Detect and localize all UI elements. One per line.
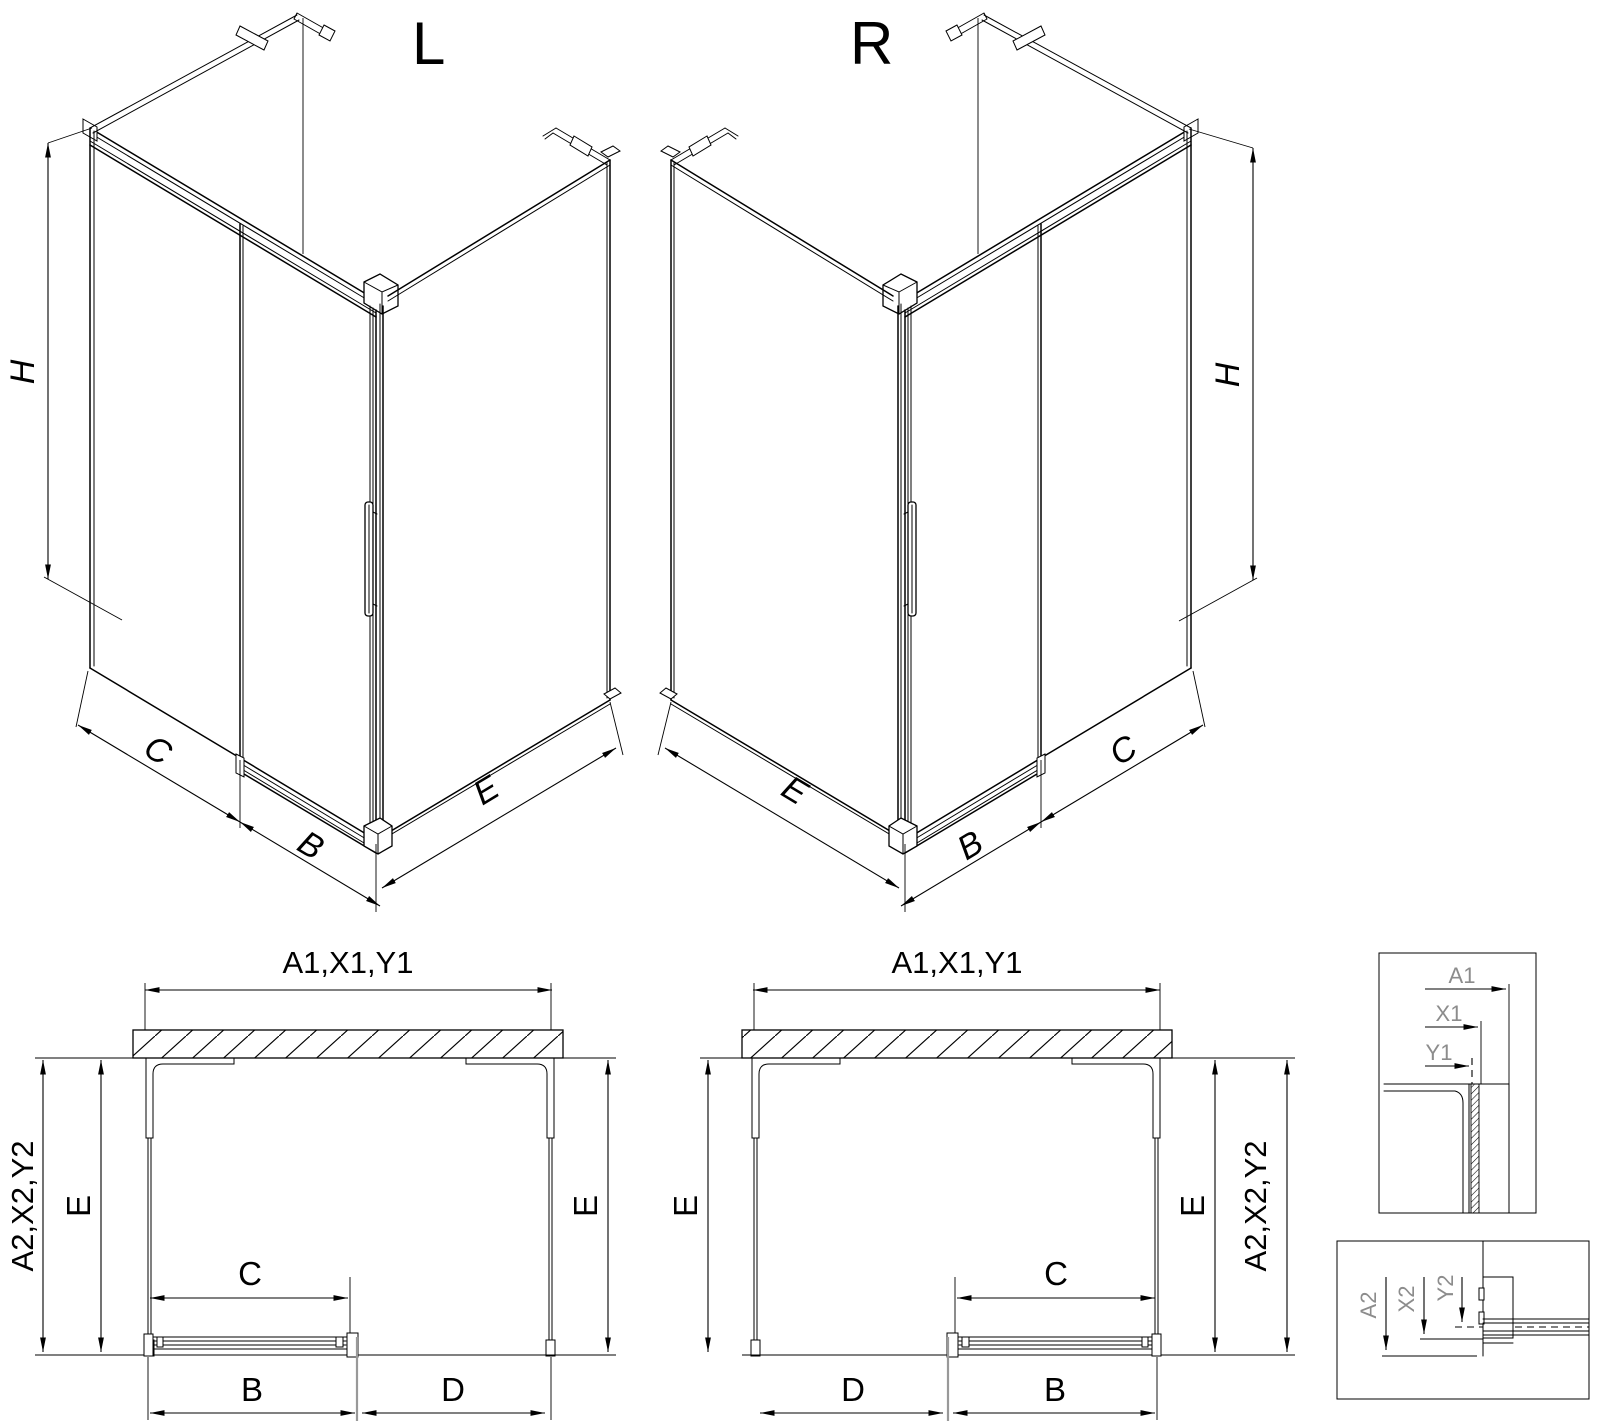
detail-box-top <box>1379 953 1536 1213</box>
glass-panel-edges <box>90 128 620 841</box>
sliding-door-assembly <box>947 1333 1161 1357</box>
dim-label-depth-total: A2,X2,Y2 <box>5 1140 40 1272</box>
dim-label-c: C <box>238 1255 262 1292</box>
return-panel-top-edge <box>671 160 893 301</box>
iso-left-dimensions <box>4 128 623 912</box>
dim-label-b: B <box>291 823 331 868</box>
wall-support-arm-left <box>671 128 738 165</box>
dim-label-d: D <box>441 1371 465 1408</box>
dim-label-h: H <box>1209 362 1247 388</box>
detail-label-y1: Y1 <box>1425 1040 1453 1065</box>
detail-label-y2: Y2 <box>1433 1274 1458 1302</box>
dim-label-d: D <box>841 1371 865 1408</box>
dim-label-b: B <box>1043 1371 1067 1408</box>
corner-top-connector <box>883 274 917 314</box>
dim-label-e: E <box>466 768 506 813</box>
plan-view-right <box>667 945 1295 1421</box>
dim-label-width: A1,X1,Y1 <box>282 945 414 980</box>
dim-label-width: A1,X1,Y1 <box>891 945 1023 980</box>
sliding-door-assembly <box>144 1333 358 1357</box>
wall-section-hatched <box>133 1030 563 1058</box>
right-bracket-and-glass <box>1072 1058 1161 1356</box>
dim-label-c: C <box>137 727 178 774</box>
door-handle <box>365 502 377 616</box>
dim-label-e-right: E <box>567 1194 604 1218</box>
iso-view-right <box>658 13 1257 912</box>
top-rail-right-wall <box>905 119 1198 317</box>
dim-label-h: H <box>4 359 42 385</box>
dim-label-e: E <box>775 768 815 813</box>
door-handle <box>904 502 916 616</box>
left-bracket-and-glass <box>145 1058 234 1356</box>
return-panel-top-edge <box>388 160 610 301</box>
detail-label-x1: X1 <box>1435 1001 1463 1026</box>
title-right-variant: R <box>850 10 894 77</box>
dim-label-b: B <box>950 823 990 868</box>
dim-label-c: C <box>1044 1255 1068 1292</box>
title-left-variant: L <box>412 10 446 77</box>
wall-section-hatched <box>742 1030 1172 1058</box>
left-bracket-and-glass <box>751 1058 840 1356</box>
plan-view-left <box>5 945 616 1421</box>
detail-label-a2: A2 <box>1356 1291 1381 1319</box>
corner-top-connector <box>364 274 398 314</box>
wall-support-arm-right <box>543 128 610 165</box>
dim-label-depth-total: A2,X2,Y2 <box>1238 1140 1273 1272</box>
dim-label-e-left: E <box>60 1194 97 1218</box>
door-profile-section <box>1479 1277 1589 1343</box>
wall-profile-section <box>1384 1084 1509 1213</box>
iso-view-left <box>4 13 623 912</box>
top-rail-left-wall <box>83 119 376 317</box>
bottom-edges <box>90 668 621 841</box>
detail-label-x2: X2 <box>1394 1285 1419 1313</box>
right-bracket-and-glass <box>466 1058 555 1356</box>
iso-right-dimensions <box>658 129 1257 912</box>
dim-label-b: B <box>240 1371 264 1408</box>
glass-edge-hatched <box>1471 1084 1479 1213</box>
detail-label-a1: A1 <box>1448 963 1476 988</box>
dim-label-e-right: E <box>1174 1194 1211 1218</box>
dim-label-e-left: E <box>667 1194 704 1218</box>
detail-box-bottom <box>1337 1241 1589 1399</box>
glass-panel-edges <box>661 128 1191 841</box>
dim-label-c: C <box>1103 727 1144 774</box>
